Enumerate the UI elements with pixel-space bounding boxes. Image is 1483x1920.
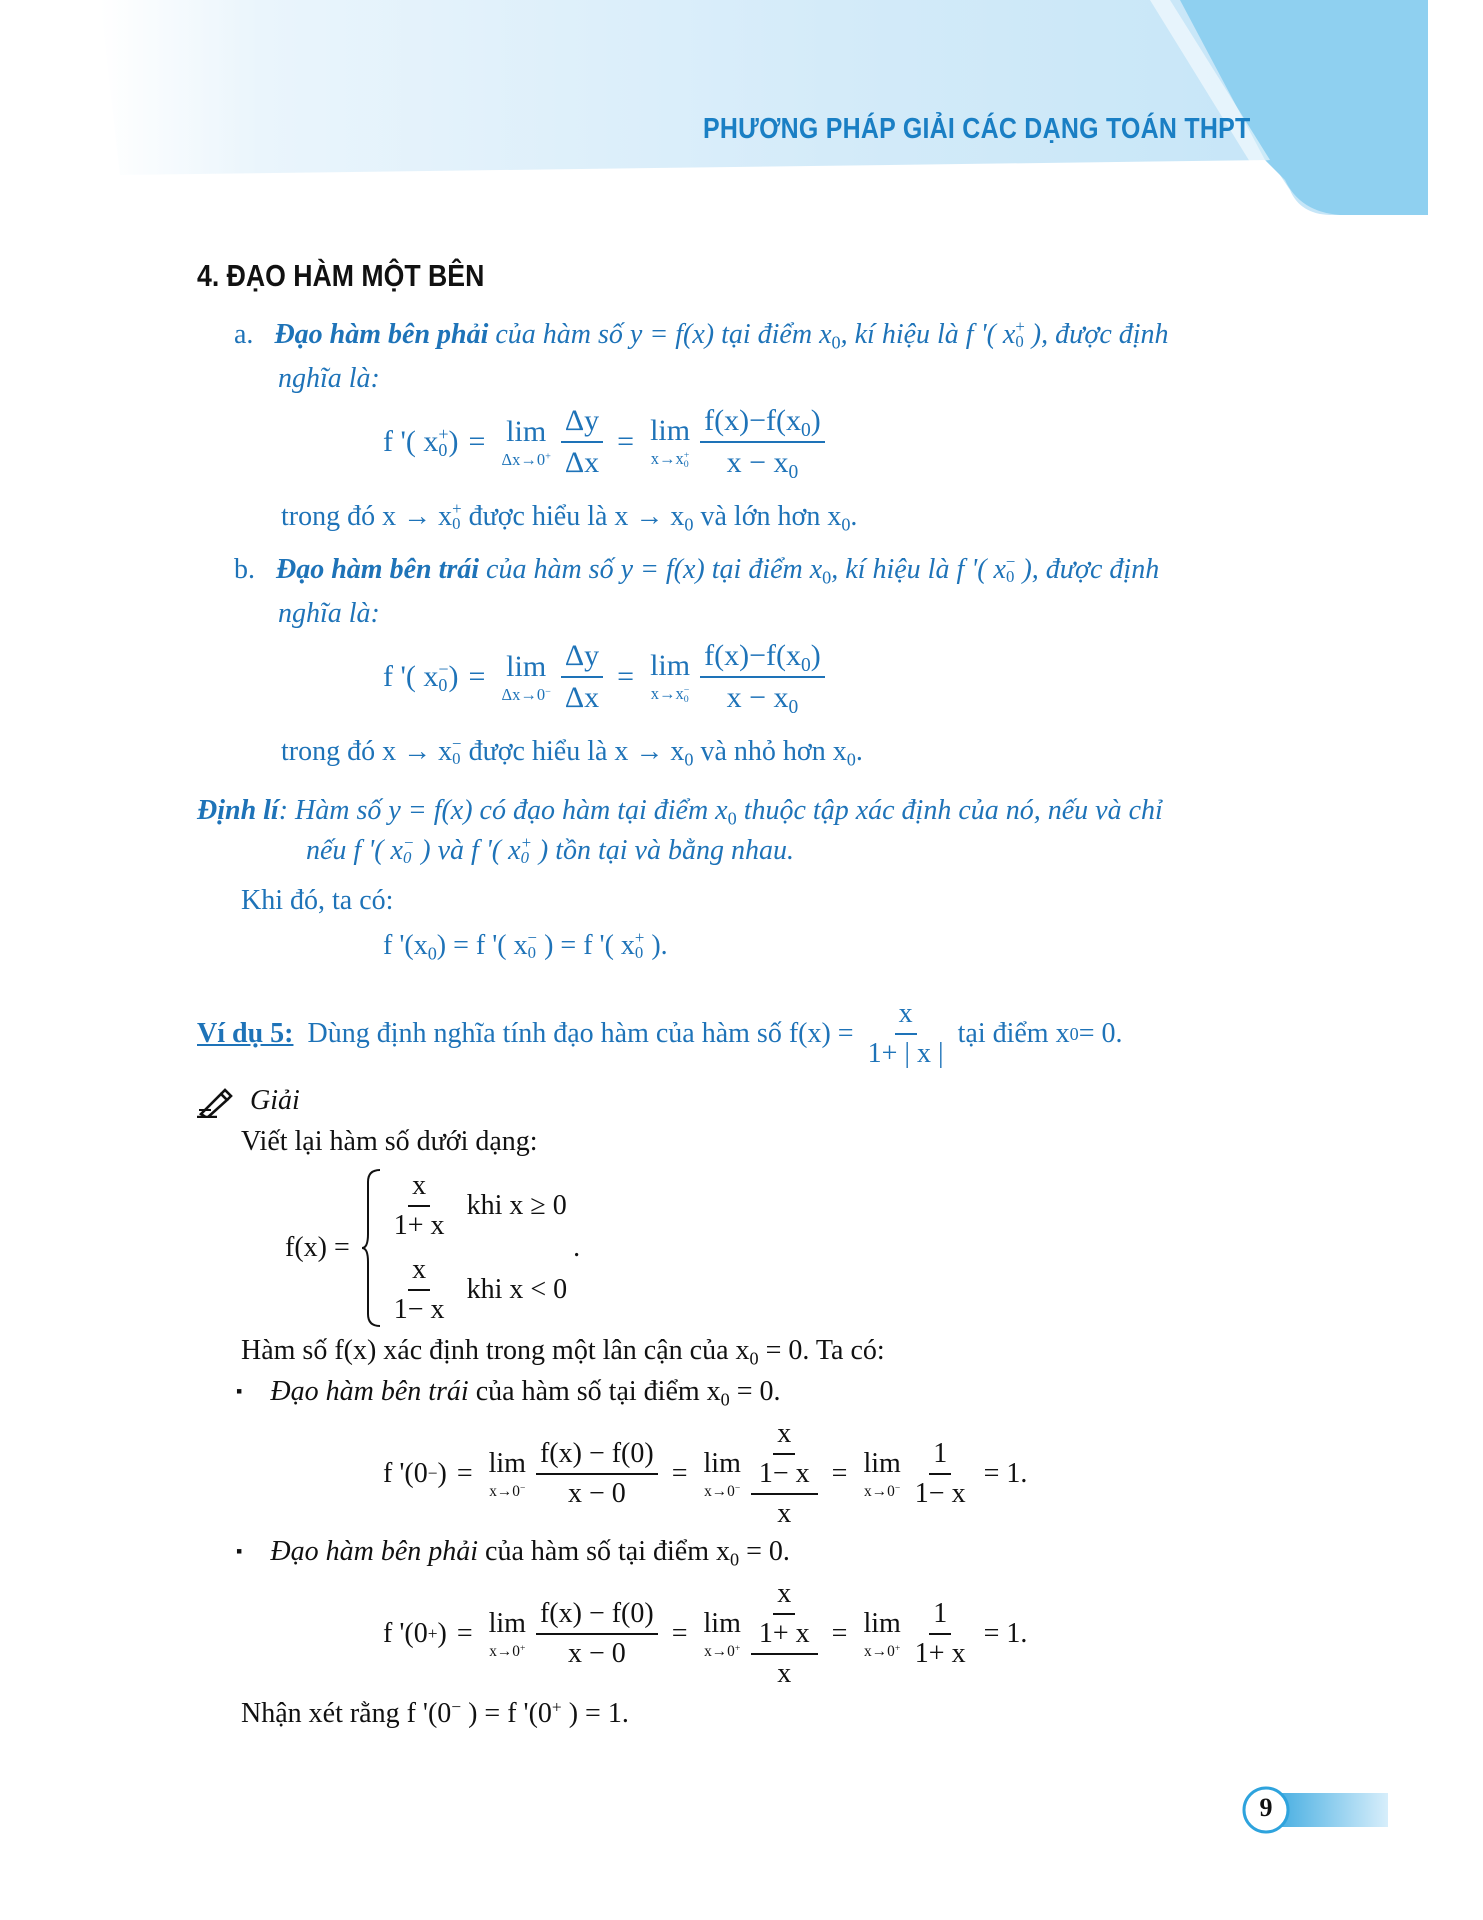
page-number: 9 [1259, 1793, 1273, 1822]
part-b-line1: b. Đạo hàm bên trái của hàm số y = f(x) tại điểm $x_0$, kí hiệu là f '( x − 0 ), được định [234, 552, 1160, 588]
theorem-then: Khi đó, ta có: [241, 885, 394, 916]
left-brace [360, 1168, 382, 1328]
part-a-line1: a. Đạo hàm bên phải của hàm số y = f(x) tại điểm $x_0$, kí hiệu là f '( x + 0 ), được định [234, 317, 1169, 353]
domain-line: Hàm số f(x) xác định trong một lân cận của $x_0 = 0$. Ta có: [241, 1335, 885, 1369]
piecewise-function: f(x) = $\frac{x}{1+ x}$ khi x ≥ 0 $\frac{x}{1- x}$ khi x < 0 . [285, 1168, 580, 1328]
theorem-label: Định lí [197, 795, 279, 826]
conclusion-line: Nhận xét rằng f '(0− ) = f '(0+ ) = 1. [241, 1697, 629, 1729]
example-label: Ví dụ 5: [197, 1018, 294, 1049]
theorem-line2: nếu f '( x − 0 ) và f '( x + 0 ) tồn tại và bằng nhau. [306, 833, 794, 868]
part-b-note: trong đó x → x − 0 được hiểu là $x \to x_0$ và nhỏ hơn $x_0$. [281, 734, 863, 770]
theorem-line1: Định lí: Hàm số y = f(x) có đạo hàm tại điểm $x_0$ thuộc tập xác định của nó, nếu và chỉ [197, 795, 1163, 829]
section-title: 4. ĐẠO HÀM MỘT BÊN [197, 258, 485, 293]
term-left-derivative: Đạo hàm bên trái [276, 554, 480, 585]
header-title: PHƯƠNG PHÁP GIẢI CÁC DẠNG TOÁN THPT [703, 113, 1251, 145]
part-a-line2: nghĩa là: [278, 363, 380, 394]
left-derivative-bullet: ▪ Đạo hàm bên trái của hàm số tại điểm $x_0 = 0$. [236, 1376, 781, 1410]
right-derivative-bullet: ▪ Đạo hàm bên phải của hàm số tại điểm $x_0 = 0$. [236, 1536, 790, 1570]
part-a-note: trong đó x → x + 0 được hiểu là $x \to x_0$ và lớn hơn $x_0$. [281, 499, 858, 535]
right-derivative-formula: f '(0 + ) = lim x→0+ $\frac{f(x) - f(0)}{x - 0}$ = lim x→0+ $\frac{\frac{x}{1+ x}}{x}$ = lim x→0+ $\frac{1}{1+ x}$ = 1. [383, 1578, 1028, 1689]
solution-label: Giải [250, 1085, 300, 1116]
formula-right-derivative: f '( x + 0 ) = lim Δx→0+ $\frac{\Delta y}{\Delta x}$ = lim x→x + 0 $\frac{f(x)-f(x_0)}{x - x_0}$ [383, 404, 829, 480]
part-b-line2: nghĩa là: [278, 598, 380, 629]
left-derivative-formula: f '(0 − ) = lim x→0− $\frac{f(x) - f(0)}{x - 0}$ = lim x→0− $\frac{\frac{x}{1- x}}{x}$ = lim x→0− $\frac{1}{1- x}$ = 1. [383, 1418, 1028, 1529]
solution-rewrite: Viết lại hàm số dưới dạng: [241, 1126, 538, 1157]
header-band [0, 0, 1483, 215]
formula-left-derivative: f '( x − 0 ) = lim Δx→0− $\frac{\Delta y}{\Delta x}$ = lim x→x − 0 $\frac{f(x)-f(x_0)}{x - x_0}$ [383, 639, 829, 715]
term-right-derivative: Đạo hàm bên phải [274, 319, 489, 350]
pen-writing-icon [197, 1088, 235, 1118]
theorem-formula: f '$(x_0) = f$ '( x − 0 ) = f '( x + 0 ). [383, 928, 668, 964]
example-line: Ví dụ 5: Dùng định nghĩa tính đạo hàm của hàm số f(x) = $\frac{x}{1+ | x |}$ tại điểm x 0 = 0. [197, 998, 1123, 1069]
